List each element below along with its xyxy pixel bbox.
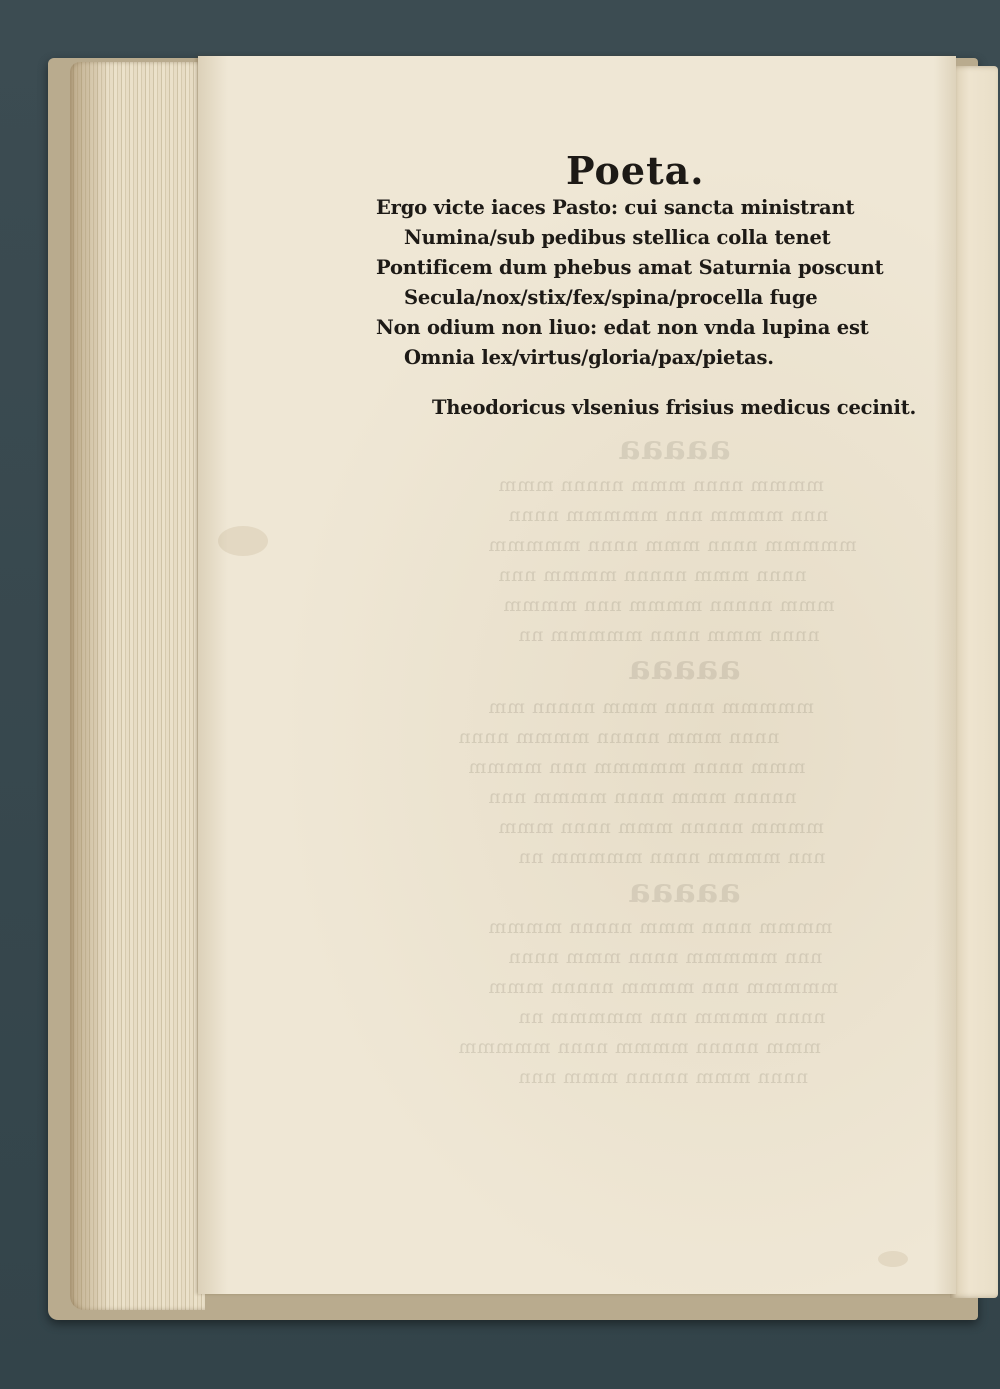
show-through: aaaaa mmmm nnnn mmm nnnnn mmm nnn mmmm nnn mmmmm nnnn mmmmm nnnn mmm nnnn mmmmm nnnn mmm nnnnn mmmm nnn mmm nnnnn mmmm nnn mmmm nnnn mmm nnnn mmmmm nn aaaaa mmmmm nnnn mmm nnnnn mm nnnn mmm nnnnn mmmm nnnn mmm nnnn mmmmm nnn mmmm nnnnn mmm nnnn mmmm nnn mmmm nnnnn mmm nnnn mmm nnn mmmm nnnn mmmmm nn aaaaa mmmm nnnn mmm nnnnn mmmm nnn mmmmm nnnn mmm nnnn mmmmm nnn mmmm nnnnn mmm nnnn mmmm nnn mmmmm nn mmm nnnnn mmmm nnnn mmmmm nnnn mmm nnnnn mmm nnn xyxy=(458,428,857,1088)
book-page xyxy=(198,56,956,1294)
verse-line: Ergo victe iaces Pasto: cui sancta ministrant xyxy=(376,196,855,219)
verse-line: Secula/nox/stix/fex/spina/procella fuge xyxy=(404,286,818,309)
poem-heading: Poeta. xyxy=(566,148,705,193)
verse-line: Omnia lex/virtus/gloria/pax/pietas. xyxy=(404,346,774,369)
verse-line: Numina/sub pedibus stellica colla tenet xyxy=(404,226,831,249)
verse-line: Non odium non liuo: edat non vnda lupina est xyxy=(376,316,869,339)
paper-stain xyxy=(878,1251,908,1267)
page-stack-shadow xyxy=(70,62,110,1310)
next-page-edge xyxy=(950,66,998,1298)
verse-line: Pontificem dum phebus amat Saturnia poscunt xyxy=(376,256,884,279)
poem-signature: Theodoricus vlsenius frisius medicus cecinit. xyxy=(432,396,917,419)
paper-stain xyxy=(218,526,268,556)
